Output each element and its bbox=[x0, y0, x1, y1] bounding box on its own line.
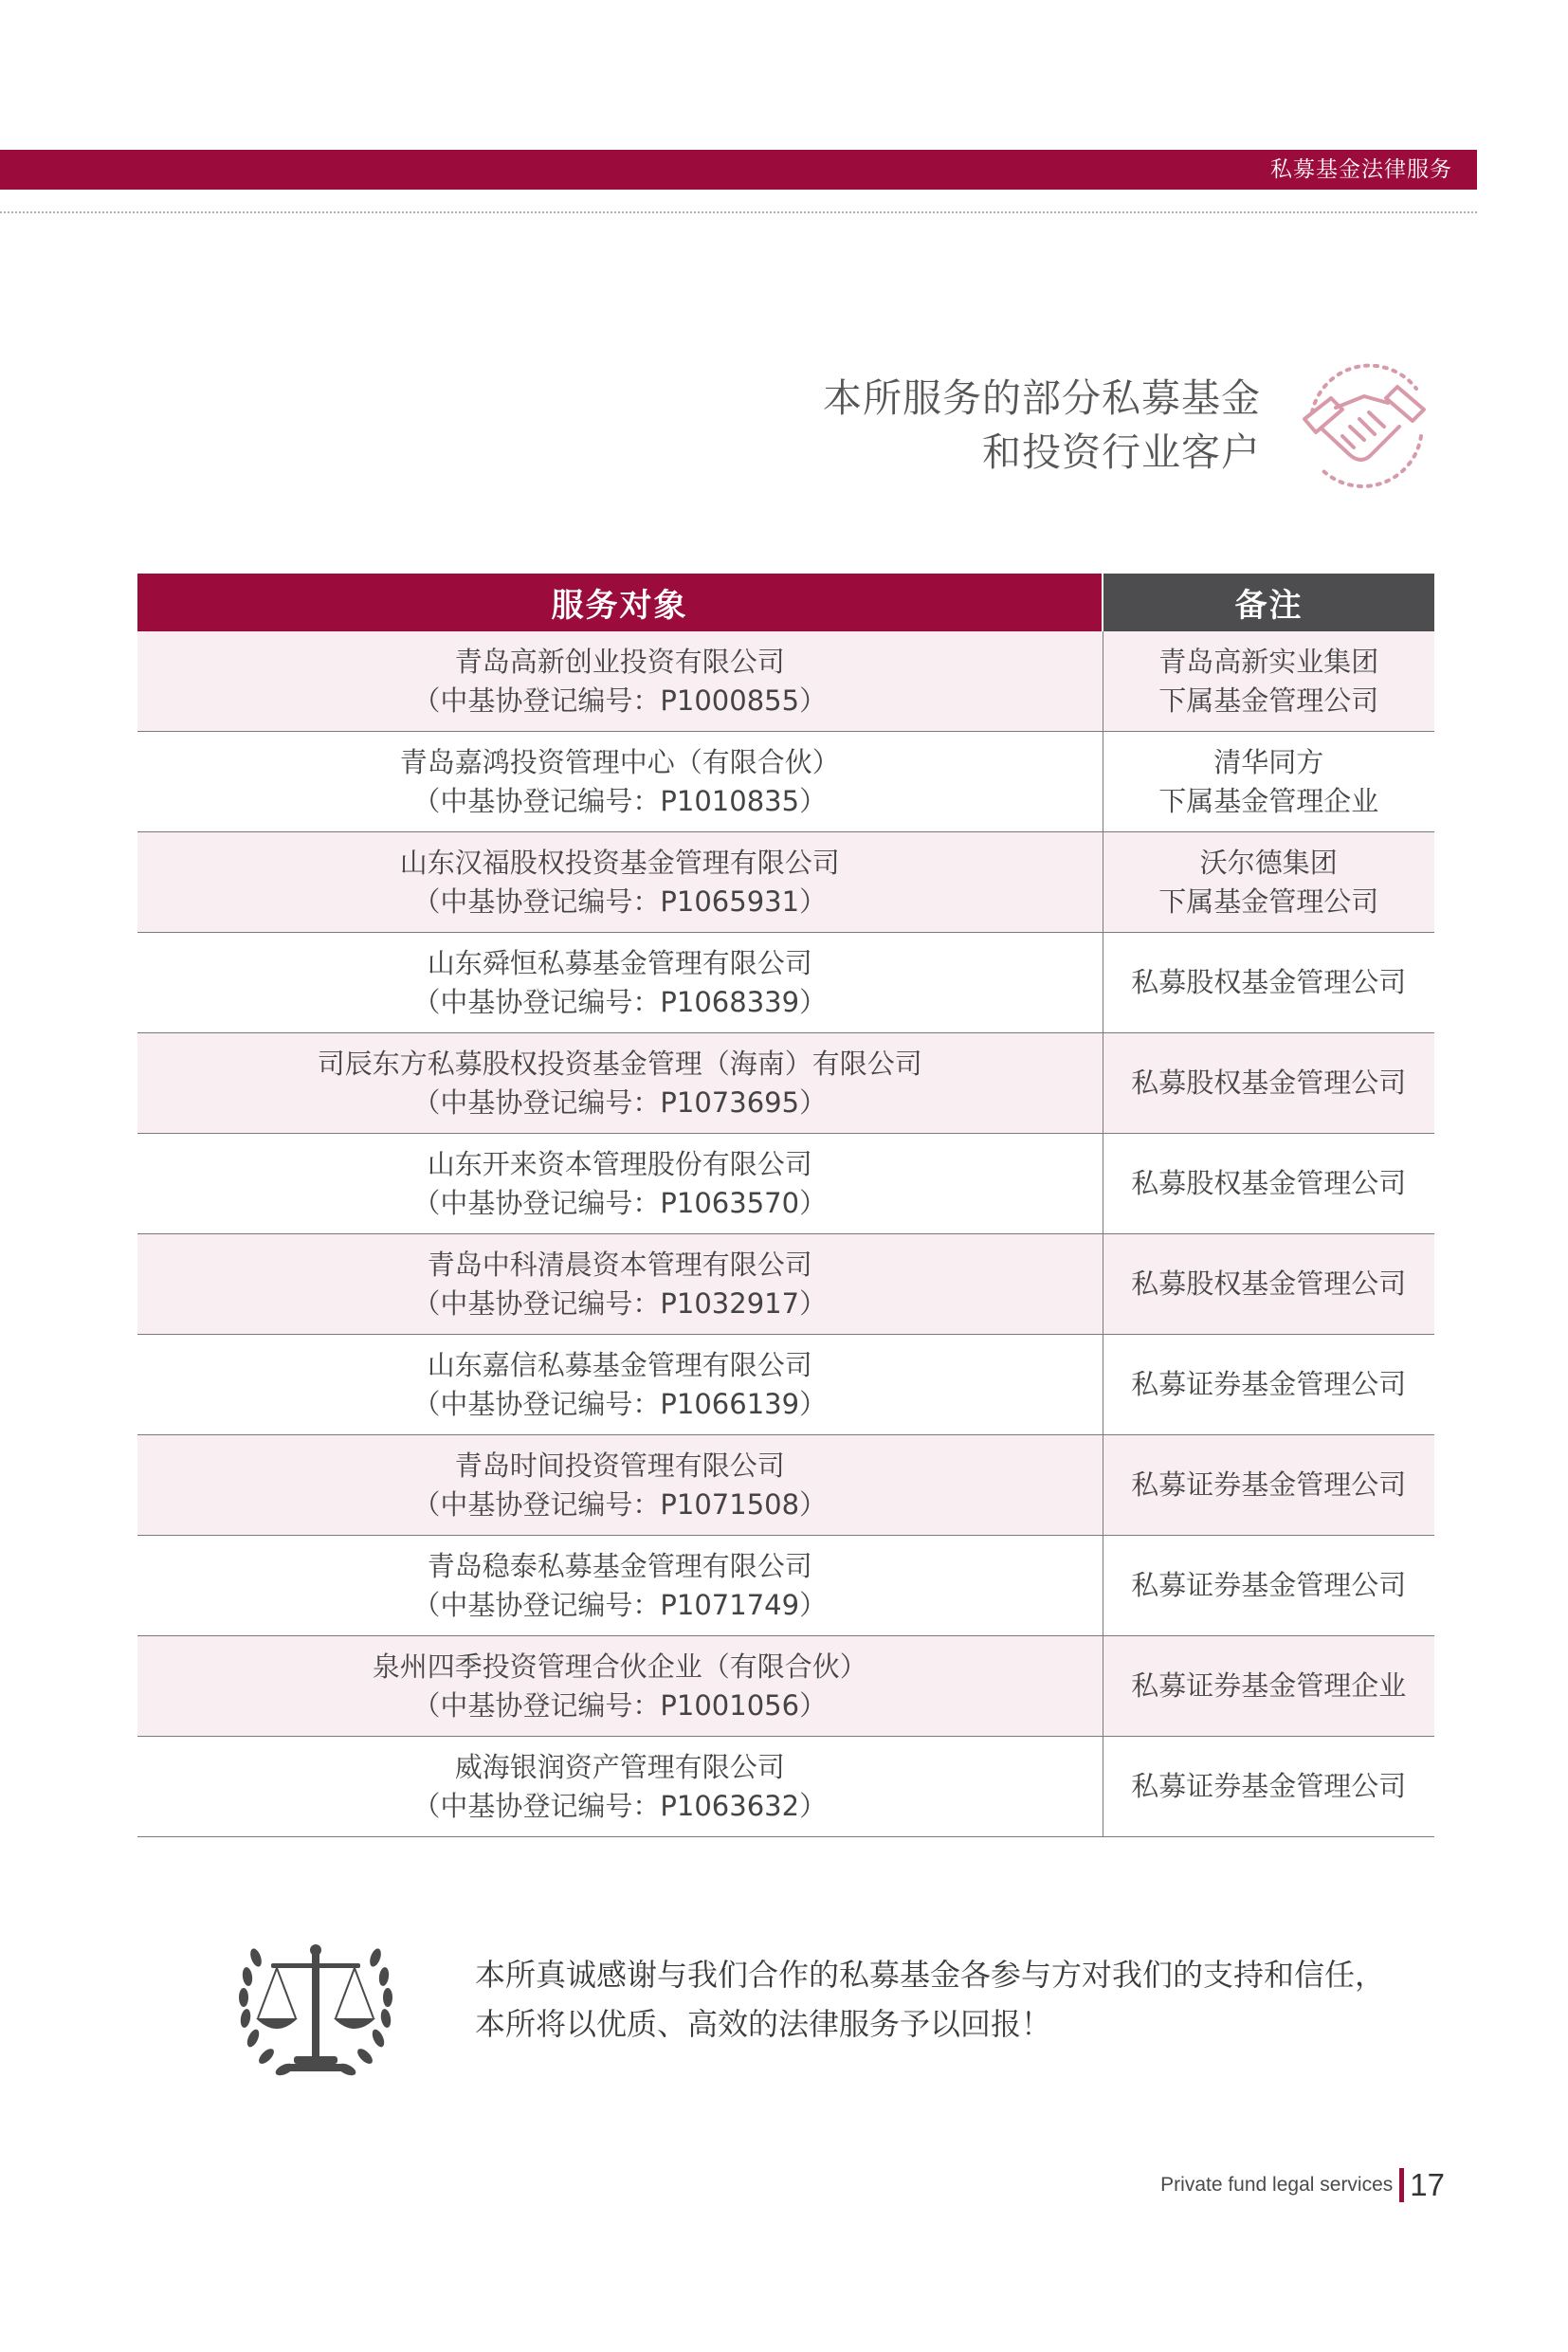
table-row bbox=[137, 1435, 1434, 1536]
client-cell bbox=[137, 1737, 1103, 1837]
client-name: 青岛时间投资管理有限公司 bbox=[454, 1449, 785, 1482]
table-row bbox=[137, 1636, 1434, 1737]
footer-divider-bar bbox=[1399, 2168, 1404, 2202]
note-cell bbox=[1103, 1536, 1434, 1636]
client-cell bbox=[137, 1536, 1103, 1636]
registration-number: （中基协登记编号：P1032917） bbox=[412, 1286, 828, 1320]
note-cell bbox=[1103, 1033, 1434, 1134]
table-row bbox=[137, 1134, 1434, 1234]
client-name: 司辰东方私募股权投资基金管理（海南）有限公司 bbox=[317, 1047, 922, 1080]
closing-line-1: 本所真诚感谢与我们合作的私募基金各参与方对我们的支持和信任， bbox=[475, 1957, 1386, 1993]
client-name: 青岛稳泰私募基金管理有限公司 bbox=[427, 1549, 812, 1582]
client-cell bbox=[137, 732, 1103, 832]
note-cell bbox=[1103, 732, 1434, 832]
client-cell bbox=[137, 1335, 1103, 1435]
note-cell bbox=[1103, 933, 1434, 1033]
heading-line-2: 和投资行业客户 bbox=[982, 429, 1261, 475]
note-line: 清华同方 bbox=[1213, 745, 1324, 778]
client-cell bbox=[137, 1435, 1103, 1536]
table-row bbox=[137, 631, 1434, 732]
note-line: 私募股权基金管理公司 bbox=[1131, 1167, 1407, 1199]
handshake-icon bbox=[1293, 360, 1435, 498]
table-row bbox=[137, 1737, 1434, 1837]
client-name: 青岛中科清晨资本管理有限公司 bbox=[427, 1248, 812, 1281]
client-name: 青岛嘉鸿投资管理中心（有限合伙） bbox=[399, 745, 840, 778]
registration-number: （中基协登记编号：P1001056） bbox=[412, 1688, 828, 1722]
section-label: 私募基金法律服务 bbox=[1270, 157, 1452, 182]
closing-message bbox=[475, 1950, 1385, 2049]
heading-line-1: 本所服务的部分私募基金 bbox=[823, 375, 1261, 421]
client-cell bbox=[137, 1134, 1103, 1234]
note-cell bbox=[1103, 832, 1434, 933]
note-line: 青岛高新实业集团 bbox=[1158, 645, 1379, 678]
client-name: 泉州四季投资管理合伙企业（有限合伙） bbox=[372, 1650, 867, 1683]
client-cell bbox=[137, 1234, 1103, 1335]
registration-number: （中基协登记编号：P1010835） bbox=[412, 784, 828, 817]
table-row bbox=[137, 1335, 1434, 1435]
client-table-body bbox=[137, 631, 1434, 1837]
registration-number: （中基协登记编号：P1066139） bbox=[412, 1387, 828, 1420]
note-line: 下属基金管理公司 bbox=[1158, 684, 1379, 717]
section-header-band bbox=[0, 150, 1477, 190]
client-name: 青岛高新创业投资有限公司 bbox=[454, 645, 785, 678]
client-cell bbox=[137, 933, 1103, 1033]
note-line: 私募证券基金管理公司 bbox=[1131, 1468, 1407, 1501]
note-line: 私募证券基金管理公司 bbox=[1131, 1770, 1407, 1802]
client-name: 山东嘉信私募基金管理有限公司 bbox=[427, 1348, 812, 1381]
note-cell bbox=[1103, 1737, 1434, 1837]
note-cell bbox=[1103, 1134, 1434, 1234]
registration-number: （中基协登记编号：P1071749） bbox=[412, 1588, 828, 1621]
registration-number: （中基协登记编号：P1065931） bbox=[412, 884, 828, 918]
table-row bbox=[137, 933, 1434, 1033]
registration-number: （中基协登记编号：P1063632） bbox=[412, 1789, 828, 1822]
column-header-note: 备注 bbox=[1103, 574, 1434, 631]
note-line: 私募股权基金管理公司 bbox=[1131, 1267, 1407, 1300]
note-cell bbox=[1103, 1234, 1434, 1335]
scales-of-justice-icon bbox=[235, 1939, 396, 2090]
note-line: 私募股权基金管理公司 bbox=[1131, 966, 1407, 998]
table-row bbox=[137, 732, 1434, 832]
table-row bbox=[137, 1033, 1434, 1134]
page-footer bbox=[1160, 2163, 1445, 2207]
note-cell bbox=[1103, 1636, 1434, 1737]
client-cell bbox=[137, 832, 1103, 933]
client-name: 山东舜恒私募基金管理有限公司 bbox=[427, 946, 812, 979]
column-header-client: 服务对象 bbox=[137, 574, 1103, 631]
footer-title: Private fund legal services bbox=[1160, 2174, 1394, 2196]
note-cell bbox=[1103, 1335, 1434, 1435]
dotted-divider bbox=[0, 211, 1477, 213]
page-heading bbox=[823, 372, 1261, 480]
client-cell bbox=[137, 1636, 1103, 1737]
page-number: 17 bbox=[1410, 2167, 1445, 2202]
note-line: 私募证券基金管理公司 bbox=[1131, 1368, 1407, 1400]
registration-number: （中基协登记编号：P1073695） bbox=[412, 1085, 828, 1119]
client-name: 山东汉福股权投资基金管理有限公司 bbox=[399, 846, 840, 879]
registration-number: （中基协登记编号：P1068339） bbox=[412, 985, 828, 1018]
note-cell bbox=[1103, 631, 1434, 732]
client-name: 威海银润资产管理有限公司 bbox=[454, 1750, 785, 1783]
client-name: 山东开来资本管理股份有限公司 bbox=[427, 1147, 812, 1180]
registration-number: （中基协登记编号：P1000855） bbox=[412, 684, 828, 717]
closing-line-2: 本所将以优质、高效的法律服务予以回报！ bbox=[475, 2006, 1052, 2042]
note-line: 私募证券基金管理企业 bbox=[1131, 1669, 1407, 1702]
table-row bbox=[137, 1536, 1434, 1636]
client-cell bbox=[137, 1033, 1103, 1134]
client-table bbox=[137, 574, 1434, 1837]
note-line: 下属基金管理企业 bbox=[1158, 784, 1379, 817]
note-line: 下属基金管理公司 bbox=[1158, 884, 1379, 918]
note-line: 私募股权基金管理公司 bbox=[1131, 1067, 1407, 1099]
client-cell bbox=[137, 631, 1103, 732]
registration-number: （中基协登记编号：P1071508） bbox=[412, 1487, 828, 1521]
table-row bbox=[137, 832, 1434, 933]
table-row bbox=[137, 1234, 1434, 1335]
note-line: 沃尔德集团 bbox=[1199, 846, 1338, 879]
registration-number: （中基协登记编号：P1063570） bbox=[412, 1186, 828, 1219]
note-cell bbox=[1103, 1435, 1434, 1536]
note-line: 私募证券基金管理公司 bbox=[1131, 1569, 1407, 1601]
